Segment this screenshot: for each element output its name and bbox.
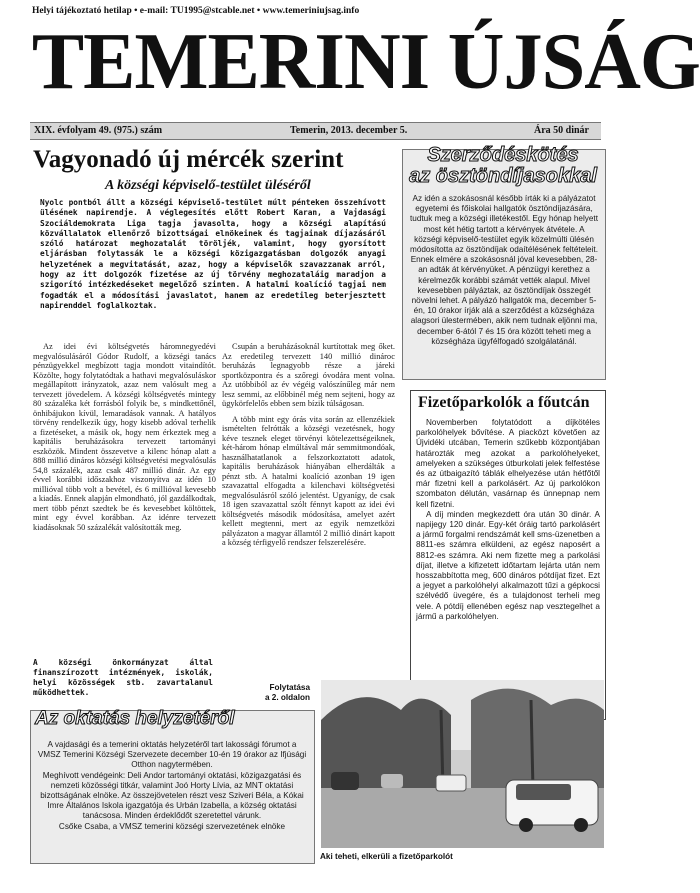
scholarship-title-line1: Szerződéskötés	[427, 144, 579, 166]
article-paragraph: Az idei évi költségvetés háromnegyedévi megvalósulásáról Gódor Rudolf, a községi tanács pénzügyekkel megbízott tagja mondott vitaindítót. Közölte, hogy folytatódtak a hathavi megvalósuláskor megállapított irányzatok, azaz nem valósult meg a tervezett jövedelem. A községi költségvetés mintegy 80 százaléka két forrásból folyik be, s mindkettőnél, önhibájukon kívül, lemaradások vannak. A hatályos törvény rendelkezik úgy, hogy kisebb adóval terhelik a fizetéseket, a másik ok, hogy nem érkeztek meg a kapitális beruházásokra tervezett tartományi eszközök. Mindent összevetve a kilenc hónap alatt a 888 millió dináros községi költségvetési megvalósulás 54,8 százalék, azaz csak 487 millió dinár. Az egy évvel korábbi időszakhoz viszonyítva az idén 10 millióval több volt a bevétel, és 6 millióval kevesebb a kiadás. Ennek alapján elmondható, jól gazdálkodtak, mert több pénzt szedtek be és kevesebbet költöttek, mint egy évvel korábban. Az idénre tervezett kiadásoknak 50 százalékát valósították meg.	[33, 342, 216, 532]
article-highlight: A községi önkormányzat által finanszírozott intézmények, iskolák, helyi közösségek stb. zavartalanul működhettek.	[33, 658, 213, 697]
header-topline: Helyi tájékoztató hetilap • e-mail: TU1995@stcable.net • www.temeriniujsag.info	[32, 6, 360, 16]
photo-caption: Aki teheti, elkerüli a fizetőparkolót	[320, 852, 453, 861]
main-headline: Vagyonadó új mércék szerint	[33, 146, 344, 173]
issue-date: Temerin, 2013. december 5.	[290, 125, 408, 136]
parking-title: Fizetőparkolók a főutcán	[418, 394, 590, 411]
main-lead: Nyolc pontból állt a községi képviselő-testület múlt pénteken összehívott ülésének napirendje. A véglegesítés előtt Robert Karan, a Vajdasági Szociáldemokrata Liga tagja javasolta, hogy a községi alapítású közvállalatok ellenőrző bizottságai elnökeinek és tagjainak díjazásáról szóló határozat meghozatalát töröljék, valamint, hogy gyorsított eljárásban folytassák le a községi közigazgatásban dolgozók anyagi helyzetének a megvitatását, azaz, hogy a képviselők szavazzanak arról, hogy az itt dolgozók fizetése az új törvény meghozataláig maradjon a szigorító intézkedéseket megelőző szinten. A hatalmi koalíció tagjai nem fogadták el a módosítási javaslatot, hanem az eredetileg beterjesztett napirenddel foglalkoztak.	[40, 198, 386, 310]
article-column-1	[33, 342, 216, 532]
scholarship-text: Az idén a szokásosnál később írták ki a pályázatot egyetemi és főiskolai hallgatók ösztöndíjazására, tudtuk meg a községi illetékestől. Egy hónap helyett most két hétig tartott a kérvények átvétele. A községi képviselő-testület egyik közelmúlti ülésén módosította az ösztöndíjak odaítélésének feltételeit. Ennek elmére a szokásosnál jóval kevesebben, 28-an adták át kérvényüket. A pénzügyi kerethez a kérelmezők korábbi számát vették alapul. Mivel kevesebben pályáztak, az ösztöndíjak összegét növelni lehet. A pályázó hallgatók ma, december 5-én, 10 órakor írják alá a szerződést a községháza alagsori ülestermében, akik nem tudnak eljönni ma, december 6-ától 7 és 15 óra között teheti meg a községháza ügyfélfogadó szolgálatánál.	[410, 194, 598, 346]
education-paragraph: A vajdasági és a temerini oktatás helyzetéről tart lakossági fórumot a VMSZ Temerini Községi Szervezete december 10-én 19 órakor az Ifjúsági Otthon nagytermében.	[37, 740, 307, 770]
masthead: TEMERINI ÚJSÁG	[31, 18, 700, 106]
scholarship-title	[393, 145, 613, 187]
article-paragraph: A több mint egy órás vita során az ellenzékiek ismételten felrótták a községi vezetésnek, hogy kéve tesznek eleget törvényi kötelezettségeiknek, két-három hónap elmúltával már semmitmondóak, használhatatlanok a felszorkoztatott adatok, kapitális beruházások hiányában elherdálták a pénzt stb. A hatalmi koalíció azonban 19 igen szavazattal elfogadta a kilenchavi költségvetési megvalósulásról szóló jelentést. Ugyanígy, de csak 18 igen szavazattal szólt fénnyt kapott az idei évi költségvetés második módosítása, amelyet azért kellett megtenni, mert az egyik nemzetközi pályázaton a magyar államtól 2 millió dinárt kapott a község térfigyelő rendszer felszerelésére.	[222, 414, 395, 547]
street-photo	[321, 680, 604, 848]
article-column-2	[222, 342, 395, 548]
education-text	[36, 740, 308, 832]
volume-number: XIX. évfolyam 49. (975.) szám	[34, 125, 163, 136]
scholarship-title-line2: az ösztöndíjasokkal	[409, 165, 597, 187]
main-subheadline: A községi képviselő-testület üléséről	[105, 178, 311, 193]
education-paragraph: Csőke Csaba, a VMSZ temerini községi szervezetének elnöke	[58, 821, 286, 831]
education-title: Az oktatás helyzetéről	[35, 708, 235, 729]
parking-paragraph: A díj minden megkezdett óra után 30 dinár. A napijegy 120 dinár. Egy-két óráig tartó parkolásért a jármű forgalmi rendszámát kell sms-üzenetben a 8811-es számra elküldeni, az egész naposért a 8812-es számra. Aki nem fizette meg a parkolási díjat, illetve a kifizetett időtartam lejárta után nem hosszabbította meg, 600 dináros pótdíjat fizet. Ezt a jegyet a parkolóhelyi alkalmazott tűzi a gépkocsi szélvédő üvegére, és a tulajdonost terheli meg vele. A pótdíj ellenében egész nap vesztegelhet a jármű a parkolóhelyen.	[416, 509, 600, 621]
parking-text	[416, 418, 600, 622]
education-paragraph: Meghívott vendégeink: Deli Andor tartományi oktatási, közigazgatási és nemzeti közösségi titkár, valamint Joó Horty Lívia, az MNT oktatási bizottságának elnöke. Az összejövetelen részt vesz Sziveri Béla, a Kókai Imre Általános Iskola igazgatója és Urbán Izabella, a község oktatási tanácsosa. Minden érdeklődőt szeretettel várunk.	[40, 770, 304, 821]
issue-info-bar	[30, 122, 601, 140]
continued-note: Folytatása a 2. oldalon	[264, 683, 310, 702]
article-paragraph: Csupán a beruházásoknál kurtítottak meg őket. Az eredetileg tervezett 140 millió dinárос beruházás legnagyobb része a járeki sportközpontra és a szőregi óvodára ment volna. Az utóbbiból az év végéig valószínűleg már nem lesz semmi, az előbbinél még nem sejteni, hogy az ügykörfelelős ebben sem bízik túlságosan.	[222, 342, 395, 408]
parking-paragraph: Novemberben folytatódott a díjkötéles parkolóhelyek bővítése. A piacközt követően az Újvidéki utcában, Temerin szűkebb központjában határozták meg azokat a parkolóhelyeket, amelyeken a szükséges útburkolati jelek felfestése és az útbaigazító táblák elhelyezése után hétfőtől már fizetni kell a parkolásért. Az új parkolókon szombaton délután, vasárnap és ünnepnap nem kell fizetni.	[416, 418, 600, 509]
issue-price: Ára 50 dinár	[534, 125, 589, 136]
